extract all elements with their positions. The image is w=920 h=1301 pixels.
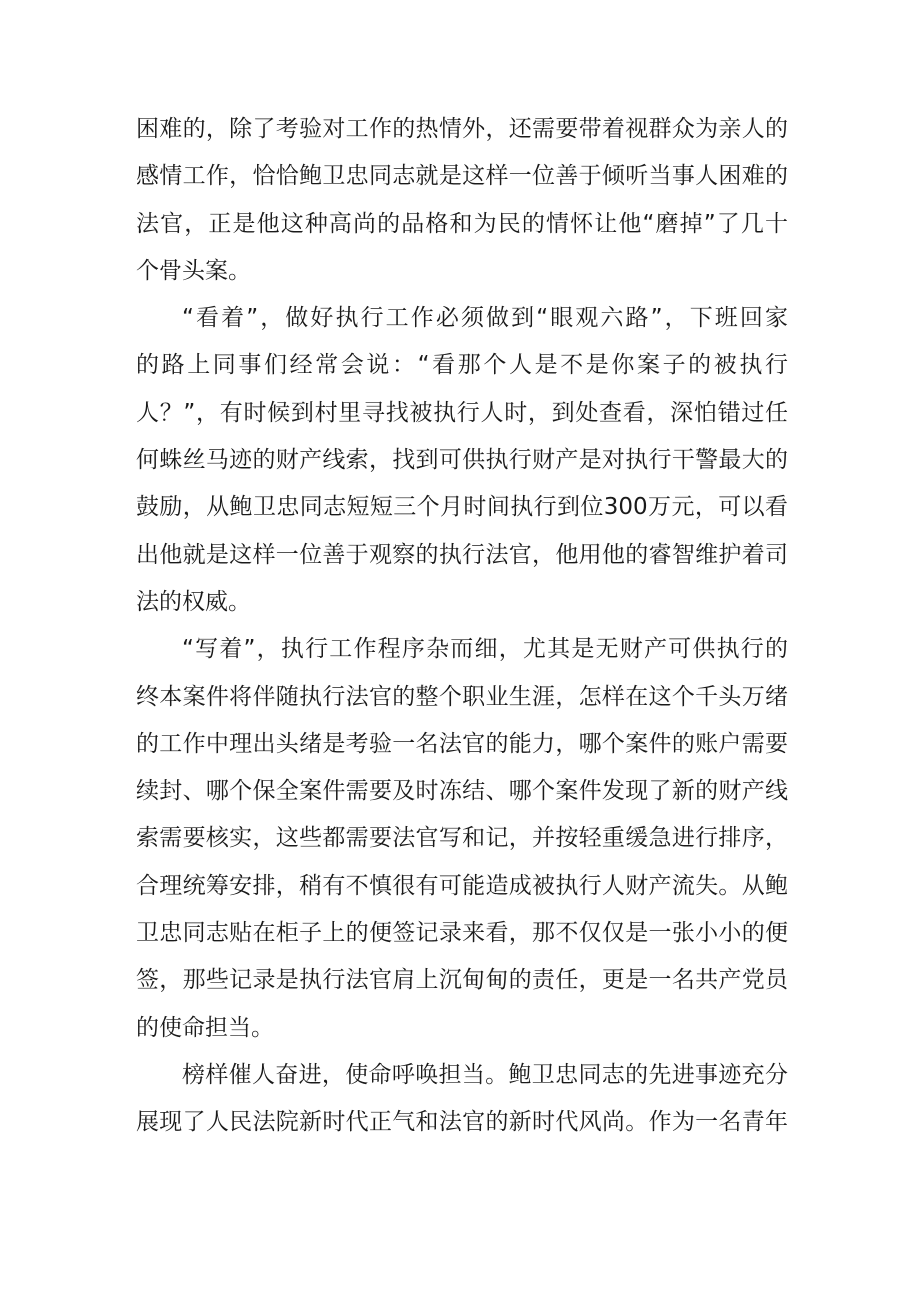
text-line: 人？”，有时候到村里寻找被执行人时，到处查看，深怕错过任 [136, 399, 788, 426]
text-line: 困难的，除了考验对工作的热情外，还需要带着视群众为亲人的 [136, 116, 788, 142]
text-line: 个骨头案。 [136, 257, 251, 284]
text-line: 续封、哪个保全案件需要及时冻结、哪个案件发现了新的财产线 [136, 778, 788, 805]
text-line: 合理统筹安排，稍有不慎很有可能造成被执行人财产流失。从鲍 [136, 872, 788, 899]
text-line: 的路上同事们经常会说：“看那个人是不是你案子的被执行 [136, 352, 788, 379]
text-line: 签，那些记录是执行法官肩上沉甸甸的责任，更是一名共产党员 [136, 967, 788, 994]
text-line: 的使命担当。 [136, 1014, 274, 1041]
paragraph-3 [136, 626, 788, 1052]
text-line: 索需要核实，这些都需要法官写和记，并按轻重缓急进行排序， [136, 825, 788, 852]
text-line: 鼓励，从鲍卫忠同志短短三个月时间执行到位300万元，可以看 [136, 494, 788, 521]
text-line: 的工作中理出头绪是考验一名法官的能力，哪个案件的账户需要 [136, 730, 788, 757]
paragraph-4 [136, 1052, 788, 1147]
document-page [136, 106, 788, 1147]
text-line: 出他就是这样一位善于观察的执行法官，他用他的睿智维护着司 [136, 541, 788, 568]
text-line: 榜样催人奋进，使命呼唤担当。鲍卫忠同志的先进事迹充分 [182, 1061, 788, 1088]
text-line: 何蛛丝马迹的财产线索，找到可供执行财产是对执行干警最大的 [136, 447, 788, 474]
paragraph-2 [136, 295, 788, 626]
text-line: 终本案件将伴随执行法官的整个职业生涯，怎样在这个千头万绪 [136, 683, 788, 710]
text-line: “写着”，执行工作程序杂而细，尤其是无财产可供执行的 [182, 636, 788, 663]
text-line: 卫忠同志贴在柜子上的便签记录来看，那不仅仅是一张小小的便 [136, 920, 788, 947]
text-line: 法官，正是他这种高尚的品格和为民的情怀让他“磨掉”了几十 [136, 210, 788, 237]
text-line: “看着”，做好执行工作必须做到“眼观六路”，下班回家 [182, 305, 788, 332]
text-line: 感情工作，恰恰鲍卫忠同志就是这样一位善于倾听当事人困难的 [136, 163, 788, 190]
text-line: 法的权威。 [136, 588, 251, 615]
paragraph-1 [136, 106, 788, 295]
text-line: 展现了人民法院新时代正气和法官的新时代风尚。作为一名青年 [136, 1109, 788, 1136]
